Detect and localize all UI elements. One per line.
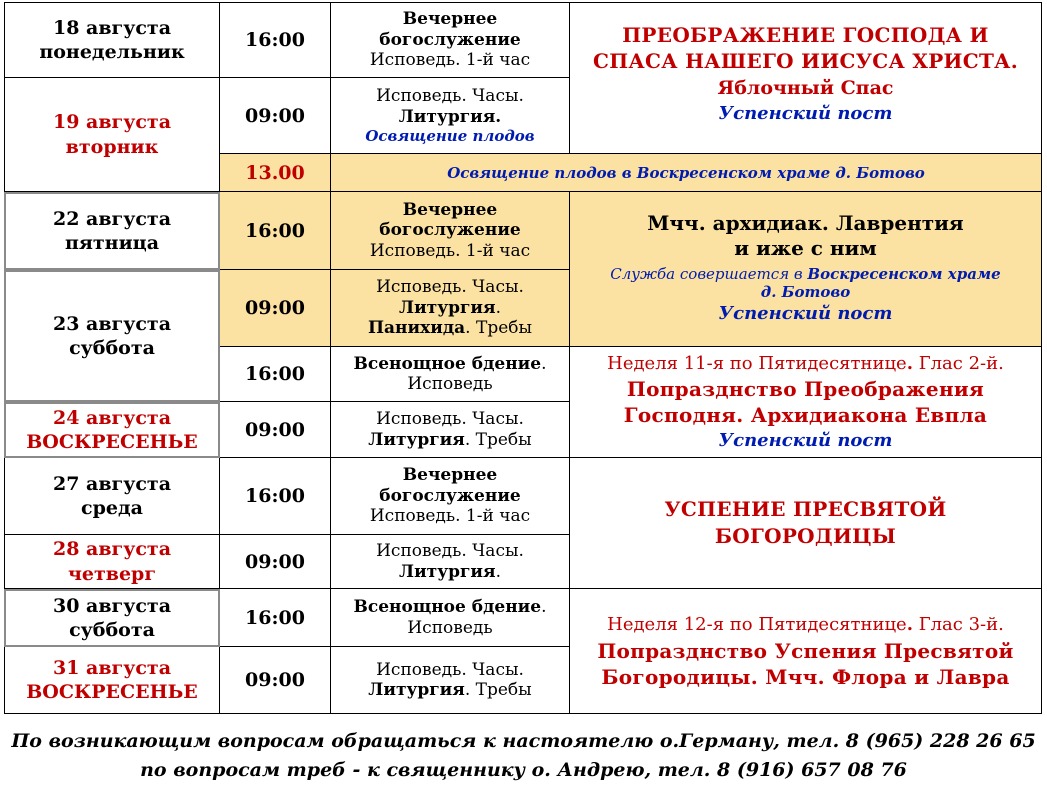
- service-time: 09:00: [245, 550, 305, 573]
- service-title: Вечернее: [402, 199, 498, 220]
- time-cell-31: [220, 647, 331, 714]
- service-note: Освящение плодов: [365, 126, 535, 145]
- week-punct: .: [906, 352, 913, 374]
- day-weekday: суббота: [69, 619, 155, 641]
- service-time: 09:00: [245, 418, 305, 441]
- service-title: богослужение: [379, 220, 521, 241]
- day-cell-27: [4, 458, 220, 535]
- service-cell-22: [331, 192, 570, 270]
- week-label: [607, 612, 1004, 637]
- day-date: 23 августа: [52, 312, 172, 335]
- feast-title: и иже с ним: [734, 236, 877, 261]
- time-cell-23-evening: [220, 347, 331, 402]
- day-cell-22: [4, 192, 220, 270]
- contact-line-priest: по вопросам треб - к священнику о. Андрею, тел. 8 (916) 657 08 76: [140, 759, 907, 781]
- time-cell-botovo: [220, 154, 331, 192]
- service-title: богослужение: [379, 29, 521, 50]
- week-label: [607, 351, 1004, 376]
- note-village: д. Ботово: [760, 283, 851, 302]
- service-title: Литургия.: [398, 106, 502, 127]
- feast-title: УСПЕНИЕ ПРЕСВЯТОЙ: [664, 497, 947, 521]
- service-time: 09:00: [245, 669, 305, 691]
- day-cell-19: [4, 78, 220, 192]
- feast-title: Попразднство Преображения: [626, 377, 985, 401]
- time-cell-27: [220, 458, 331, 535]
- fast-label: Успенский пост: [718, 430, 893, 451]
- contact-line-rector: По возникающим вопросам обращаться к настоятелю о.Герману, тел. 8 (965) 228 26 65: [11, 730, 1036, 752]
- day-cell-31: [4, 647, 220, 714]
- note-text: Служба совершается в: [610, 265, 808, 284]
- time-cell-28: [220, 535, 331, 589]
- time-cell-18: [220, 2, 331, 78]
- service-line: [399, 562, 501, 582]
- service-detail: Исповедь. Часы.: [376, 541, 524, 562]
- day-date: 28 августа: [52, 538, 172, 561]
- service-detail: Исповедь. Часы.: [376, 86, 524, 107]
- day-date: 18 августа: [52, 16, 172, 39]
- service-title: богослужение: [379, 485, 521, 506]
- service-title: Вечернее: [402, 9, 498, 30]
- feast-cell-lawrence: [570, 192, 1042, 347]
- fast-label: Успенский пост: [718, 102, 893, 124]
- service-title: Всенощное бдение: [353, 597, 542, 618]
- botovo-blessing-cell: [331, 154, 1042, 192]
- service-title: Литургия: [399, 561, 496, 582]
- day-weekday: ВОСКРЕСЕНЬЕ: [26, 681, 198, 703]
- day-weekday: четверг: [68, 562, 156, 585]
- service-title: Всенощное бдение: [353, 353, 542, 374]
- time-cell-22: [220, 192, 331, 270]
- week-text: Неделя 11-я по Пятидесятнице: [607, 352, 907, 374]
- service-detail: Исповедь. Часы.: [376, 277, 524, 298]
- feast-title: Мчч. архидиак. Лаврентия: [647, 211, 964, 236]
- day-date: 24 августа: [52, 406, 172, 429]
- time-cell-19: [220, 78, 331, 154]
- feast-title: Попразднство Успения Пресвятой: [597, 638, 1014, 663]
- day-weekday: пятница: [64, 232, 160, 254]
- day-weekday: понедельник: [39, 41, 185, 63]
- day-cell-30: [4, 589, 220, 647]
- feast-cell-dormition: [570, 458, 1042, 589]
- day-date: 22 августа: [52, 207, 172, 230]
- service-title: Литургия: [368, 680, 465, 700]
- day-cell-18: [4, 2, 220, 78]
- feast-title: БОГОРОДИЦЫ: [714, 524, 897, 548]
- service-time: 09:00: [245, 297, 305, 319]
- feast-cell-afterfeast-transfiguration: [570, 347, 1042, 458]
- service-punct: .: [541, 597, 547, 618]
- time-cell-30: [220, 589, 331, 647]
- service-cell-31: [331, 647, 570, 714]
- service-time: 09:00: [245, 104, 305, 127]
- feast-subtitle: Яблочный Спас: [717, 77, 894, 99]
- day-date: 19 августа: [52, 111, 172, 134]
- feast-title: ПРЕОБРАЖЕНИЕ ГОСПОДА И: [622, 23, 989, 47]
- day-date: 31 августа: [52, 656, 172, 679]
- service-detail: Исповедь. Часы.: [376, 659, 524, 680]
- service-detail: . Требы: [465, 318, 533, 339]
- feast-cell-transfiguration: [570, 2, 1042, 154]
- feast-title: Господня. Архидиакона Евпла: [623, 403, 988, 427]
- service-location-note: [610, 265, 1000, 283]
- service-line: [368, 318, 532, 338]
- service-time: 16:00: [245, 606, 305, 629]
- week-text: Неделя 12-я по Пятидесятнице: [607, 614, 907, 636]
- service-detail: Исповедь. 1-й час: [369, 50, 531, 71]
- tone-text: Глас 3-й.: [912, 614, 1004, 636]
- service-detail: Исповедь: [407, 617, 493, 638]
- day-weekday: ВОСКРЕСЕНЬЕ: [26, 431, 198, 453]
- service-cell-23: [331, 270, 570, 347]
- feast-cell-afterfeast-dormition: [570, 589, 1042, 714]
- day-cell-24: [4, 402, 220, 458]
- schedule-table: [4, 2, 1042, 714]
- day-cell-23: [4, 270, 220, 402]
- service-punct: .: [541, 353, 547, 374]
- feast-title: Богородицы. Мчч. Флора и Лавра: [601, 664, 1010, 689]
- service-title: Литургия: [368, 429, 465, 450]
- feast-title: СПАСА НАШЕГО ИИСУСА ХРИСТА.: [593, 49, 1018, 73]
- service-cell-28: [331, 535, 570, 589]
- week-punct: .: [906, 614, 913, 636]
- service-punct: .: [495, 561, 501, 582]
- service-time: 16:00: [245, 29, 305, 51]
- day-weekday: суббота: [69, 337, 155, 359]
- service-cell-23-evening: [331, 347, 570, 402]
- service-line: [354, 354, 547, 374]
- day-weekday: вторник: [65, 135, 159, 158]
- time-cell-24: [220, 402, 331, 458]
- service-time: 16:00: [245, 363, 305, 385]
- service-line: [354, 597, 547, 617]
- service-detail: Исповедь. Часы.: [376, 409, 524, 430]
- service-time: 16:00: [245, 219, 305, 242]
- service-title: Литургия: [399, 297, 496, 318]
- service-detail: Исповедь: [407, 374, 493, 394]
- service-detail: Исповедь. 1-й час: [369, 240, 531, 261]
- service-cell-30: [331, 589, 570, 647]
- day-cell-28: [4, 535, 220, 589]
- service-cell-18: [331, 2, 570, 78]
- tone-text: Глас 2-й.: [912, 352, 1004, 374]
- service-cell-24: [331, 402, 570, 458]
- service-cell-27: [331, 458, 570, 535]
- day-date: 27 августа: [52, 472, 172, 495]
- service-line: [368, 680, 531, 700]
- service-detail: . Требы: [464, 680, 532, 700]
- service-punct: .: [495, 297, 501, 318]
- service-line: [399, 298, 501, 318]
- service-detail: . Требы: [464, 429, 532, 450]
- service-time: 16:00: [245, 485, 305, 507]
- note-church: Воскресенском храме: [807, 265, 1001, 284]
- service-cell-19: [331, 78, 570, 154]
- fast-label: Успенский пост: [718, 303, 893, 325]
- service-detail: Исповедь. 1-й час: [369, 506, 531, 527]
- day-date: 30 августа: [52, 594, 172, 617]
- service-time: 13.00: [245, 161, 305, 184]
- service-title: Панихида: [367, 318, 466, 339]
- day-weekday: среда: [81, 497, 143, 519]
- service-title: Вечернее: [402, 465, 498, 486]
- time-cell-23: [220, 270, 331, 347]
- service-line: [368, 430, 531, 450]
- botovo-blessing-text: Освящение плодов в Воскресенском храме д. Ботово: [447, 163, 925, 182]
